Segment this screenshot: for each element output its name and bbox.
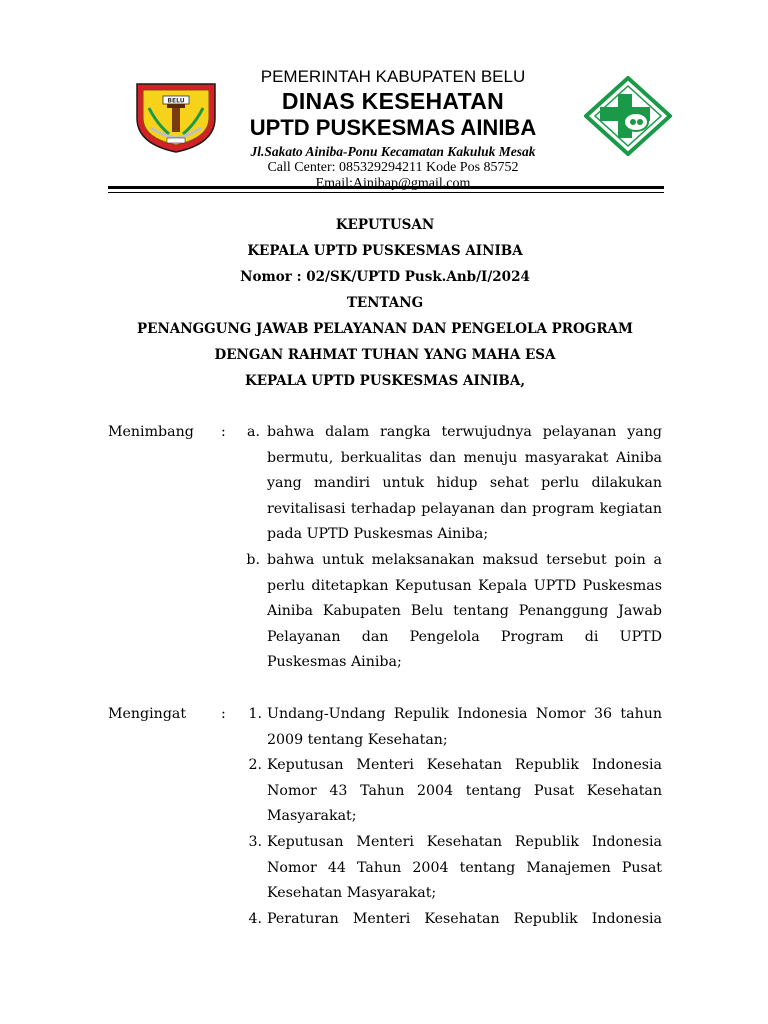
letterhead [200,66,586,193]
mengingat-marker-3: 3. [248,834,262,850]
title-subject: PENANGGUNG JAWAB PELAYANAN DAN PENGELOLA PROGRAM [137,321,633,337]
title-keputusan: KEPUTUSAN [335,217,435,233]
call-center-line: Call Center: 085329294211 Kode Pos 85752 [267,160,519,175]
puskesmas-logo-icon [584,76,672,156]
mengingat-item-3: Keputusan Menteri Kesehatan Republik Indonesia Nomor 44 Tahun 2004 tentang Manajemen Pusat Kesehatan Masyarakat; [267,834,662,901]
title-tentang: TENTANG [346,295,424,311]
menimbang-colon: : [221,424,226,440]
title-kepala-puskesmas: KEPALA UPTD PUSKESMAS AINIBA, [244,373,526,389]
menimbang-item-a: bahwa dalam rangka terwujudnya pelayanan yang bermutu, berkualitas dan menuju masyarakat Ainiba yang mandiri untuk hidup sehat perlu dilakukan revitalisasi terhadap pelayanan dan program kegiatan pada UPTD Puskesmas Ainiba; [267,424,662,542]
svg-text:BELU: BELU [167,97,185,105]
email-line [200,175,586,193]
government-name: PEMERINTAH KABUPATEN BELU [260,67,526,86]
mengingat-marker-2: 2. [248,757,262,773]
decree-title [100,212,670,394]
title-rahmat: DENGAN RAHMAT TUHAN YANG MAHA ESA [214,347,556,363]
mengingat-marker-1: 1. [248,706,262,722]
email-link[interactable]: Ainibap@gmail.com [352,176,471,191]
mengingat-marker-4: 4. [248,911,262,927]
header-divider-thick [108,186,664,189]
mengingat-colon: : [221,706,226,722]
address-line: Jl.Sakato Ainiba-Ponu Kecamatan Kakuluk Mesak [250,144,536,159]
menimbang-marker-b: b. [246,552,260,568]
header-divider-thin [108,192,664,193]
email-label: Email: [315,176,353,191]
mengingat-item-1: Undang-Undang Repulik Indonesia Nomor 36 tahun 2009 tentang Kesehatan; [267,706,662,748]
menimbang-label: Menimbang [108,424,194,440]
agency-name: DINAS KESEHATAN [281,88,505,114]
title-kepala: KEPALA UPTD PUSKESMAS AINIBA [247,243,523,259]
menimbang-marker-a: a. [247,424,260,440]
mengingat-label: Mengingat [108,706,187,722]
title-nomor: Nomor : 02/SK/UPTD Pusk.Anb/I/2024 [240,269,530,285]
menimbang-item-b: bahwa untuk melaksanakan maksud tersebut poin a perlu ditetapkan Keputusan Kepala UPTD Puskesmas Ainiba Kabupaten Belu tentang Penanggung Jawab Pelayanan dan Pengelola Program di UPTD Puskesmas Ainiba; [267,552,662,670]
institution-name: UPTD PUSKESMAS AINIBA [249,115,537,140]
mengingat-item-2: Keputusan Menteri Kesehatan Republik Indonesia Nomor 43 Tahun 2004 tentang Pusat Kesehatan Masyarakat; [267,757,662,824]
mengingat-item-4: Peraturan Menteri Kesehatan Republik Indonesia [267,911,662,927]
